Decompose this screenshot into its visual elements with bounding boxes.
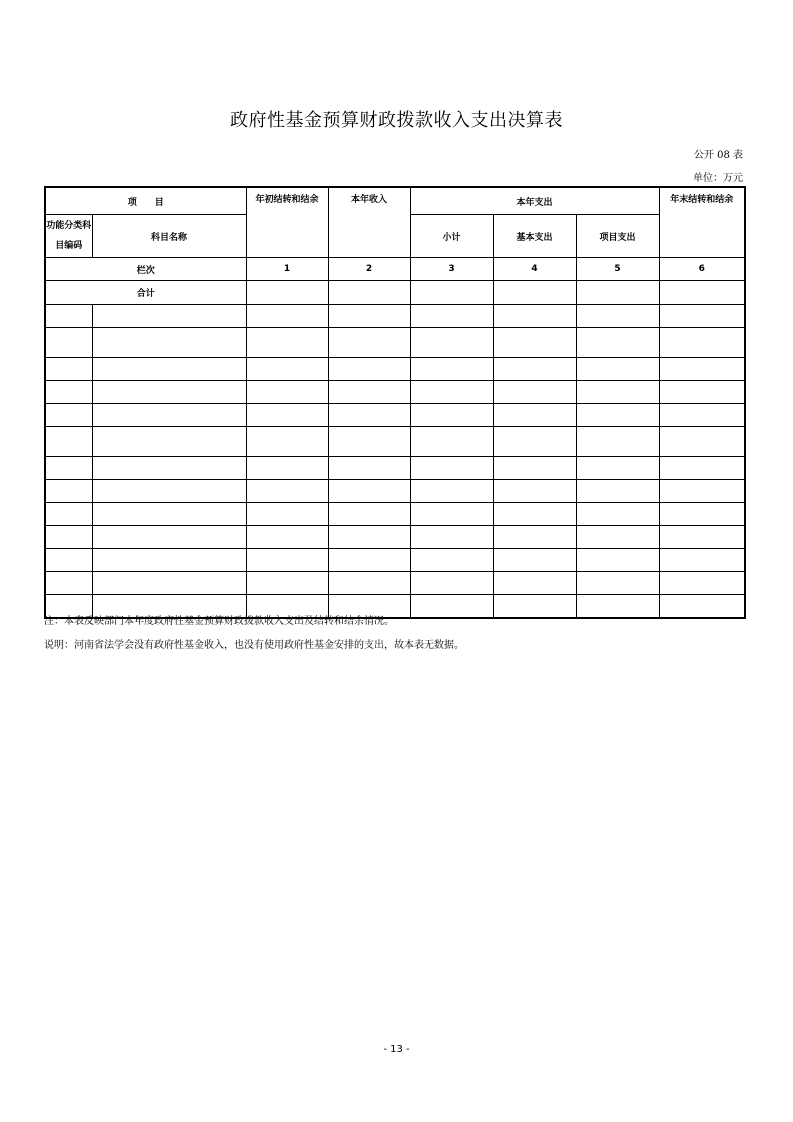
header-row-1 <box>45 187 745 215</box>
table-cell <box>45 381 92 404</box>
table-cell <box>659 480 745 503</box>
header-income: 本年收入 <box>328 187 410 258</box>
table-cell <box>328 457 410 480</box>
table-cell <box>92 427 246 457</box>
table-cell <box>92 503 246 526</box>
table-cell <box>576 572 659 595</box>
table-cell <box>45 549 92 572</box>
table-cell <box>246 381 328 404</box>
table-cell <box>246 549 328 572</box>
header-subtotal: 小计 <box>410 215 493 258</box>
table-cell <box>45 404 92 427</box>
header-prev-balance: 年初结转和结余 <box>246 187 328 258</box>
table-cell <box>659 328 745 358</box>
table-cell <box>246 358 328 381</box>
table-cell <box>659 358 745 381</box>
table-cell <box>410 457 493 480</box>
table-cell <box>493 358 576 381</box>
table-cell <box>92 328 246 358</box>
table-cell <box>493 427 576 457</box>
table-cell <box>92 480 246 503</box>
table-cell <box>45 358 92 381</box>
table-cell <box>493 305 576 328</box>
table-row <box>45 404 745 427</box>
table-cell <box>659 503 745 526</box>
column-number-row <box>45 258 745 281</box>
table-cell <box>410 305 493 328</box>
table-cell <box>410 404 493 427</box>
column-number: 6 <box>659 258 745 281</box>
table-cell <box>493 328 576 358</box>
table-note: 注：本表反映部门本年度政府性基金预算财政拨款收入支出及结转和结余情况。 <box>44 616 394 627</box>
table-cell <box>659 549 745 572</box>
table-cell <box>246 457 328 480</box>
table-cell <box>576 595 659 619</box>
table-cell <box>328 328 410 358</box>
table-cell <box>493 595 576 619</box>
column-label: 栏次 <box>45 258 246 281</box>
table-cell <box>92 358 246 381</box>
table-cell <box>246 503 328 526</box>
table-cell <box>659 381 745 404</box>
table-cell <box>659 427 745 457</box>
table-cell <box>410 328 493 358</box>
table-cell <box>659 526 745 549</box>
table-cell <box>410 572 493 595</box>
column-number: 1 <box>246 258 328 281</box>
table-cell <box>246 281 328 305</box>
header-basic: 基本支出 <box>493 215 576 258</box>
table-row <box>45 549 745 572</box>
table-cell <box>328 358 410 381</box>
table-cell <box>328 480 410 503</box>
table-cell <box>410 503 493 526</box>
table-cell <box>410 381 493 404</box>
table-cell <box>45 572 92 595</box>
table-code: 公开 08 表 <box>693 150 743 161</box>
table-cell <box>246 305 328 328</box>
table-cell <box>493 503 576 526</box>
table-cell <box>659 404 745 427</box>
budget-table <box>44 186 746 619</box>
table-cell <box>246 572 328 595</box>
table-cell <box>576 404 659 427</box>
table-cell <box>410 281 493 305</box>
table-cell <box>92 549 246 572</box>
table-cell <box>576 503 659 526</box>
table-cell <box>328 503 410 526</box>
table-cell <box>45 526 92 549</box>
table-cell <box>659 595 745 619</box>
header-expenditure: 本年支出 <box>410 187 659 215</box>
column-number: 5 <box>576 258 659 281</box>
table-cell <box>45 305 92 328</box>
table-cell <box>92 404 246 427</box>
table-cell <box>410 427 493 457</box>
table-cell <box>45 503 92 526</box>
table-cell <box>246 526 328 549</box>
table-row <box>45 526 745 549</box>
table-row <box>45 503 745 526</box>
page-title: 政府性基金预算财政拨款收入支出决算表 <box>230 110 563 131</box>
table-cell <box>659 305 745 328</box>
table-cell <box>92 526 246 549</box>
table-cell <box>576 281 659 305</box>
table-cell <box>328 305 410 328</box>
table-cell <box>92 305 246 328</box>
table-cell <box>576 480 659 503</box>
table-cell <box>659 457 745 480</box>
table-cell <box>659 281 745 305</box>
table-cell <box>45 427 92 457</box>
table-cell <box>92 381 246 404</box>
table-cell <box>328 549 410 572</box>
table-cell <box>246 427 328 457</box>
table-cell <box>328 526 410 549</box>
table-cell <box>493 480 576 503</box>
table-cell <box>410 480 493 503</box>
table-cell <box>576 381 659 404</box>
table-cell <box>92 457 246 480</box>
table-cell <box>576 457 659 480</box>
page-number: - 13 - <box>383 1044 410 1055</box>
header-project: 项 目 <box>45 187 246 215</box>
table-cell <box>576 358 659 381</box>
table-cell <box>246 480 328 503</box>
total-label: 合计 <box>45 281 246 305</box>
table-cell <box>92 572 246 595</box>
table-cell <box>410 526 493 549</box>
table-row <box>45 305 745 328</box>
header-end-balance: 年末结转和结余 <box>659 187 745 258</box>
total-row <box>45 281 745 305</box>
header-project-exp: 项目支出 <box>576 215 659 258</box>
table-cell <box>576 526 659 549</box>
table-row <box>45 358 745 381</box>
table-cell <box>493 381 576 404</box>
table-row <box>45 457 745 480</box>
table-cell <box>493 404 576 427</box>
table-cell <box>576 549 659 572</box>
unit-label: 单位：万元 <box>693 173 743 184</box>
table-cell <box>493 457 576 480</box>
table-cell <box>45 328 92 358</box>
table-cell <box>493 572 576 595</box>
table-cell <box>45 457 92 480</box>
table-cell <box>576 305 659 328</box>
column-number: 3 <box>410 258 493 281</box>
table-cell <box>246 404 328 427</box>
header-func-code: 功能分类科目编码 <box>45 215 92 258</box>
table-cell <box>45 480 92 503</box>
table-cell <box>328 381 410 404</box>
table-cell <box>493 549 576 572</box>
table-cell <box>659 572 745 595</box>
table-row <box>45 427 745 457</box>
table-cell <box>246 328 328 358</box>
table-row <box>45 572 745 595</box>
table-cell <box>328 404 410 427</box>
table-cell <box>328 281 410 305</box>
table-explanation: 说明：河南省法学会没有政府性基金收入，也没有使用政府性基金安排的支出，故本表无数据。 <box>44 640 464 651</box>
header-subject-name: 科目名称 <box>92 215 246 258</box>
table-row <box>45 328 745 358</box>
table-cell <box>576 427 659 457</box>
table-cell <box>328 572 410 595</box>
table-cell <box>328 427 410 457</box>
table-cell <box>410 549 493 572</box>
table-cell <box>576 328 659 358</box>
table-cell <box>410 358 493 381</box>
table-cell <box>410 595 493 619</box>
column-number: 4 <box>493 258 576 281</box>
table-cell <box>493 281 576 305</box>
table-cell <box>493 526 576 549</box>
table-row <box>45 480 745 503</box>
table-row <box>45 381 745 404</box>
column-number: 2 <box>328 258 410 281</box>
